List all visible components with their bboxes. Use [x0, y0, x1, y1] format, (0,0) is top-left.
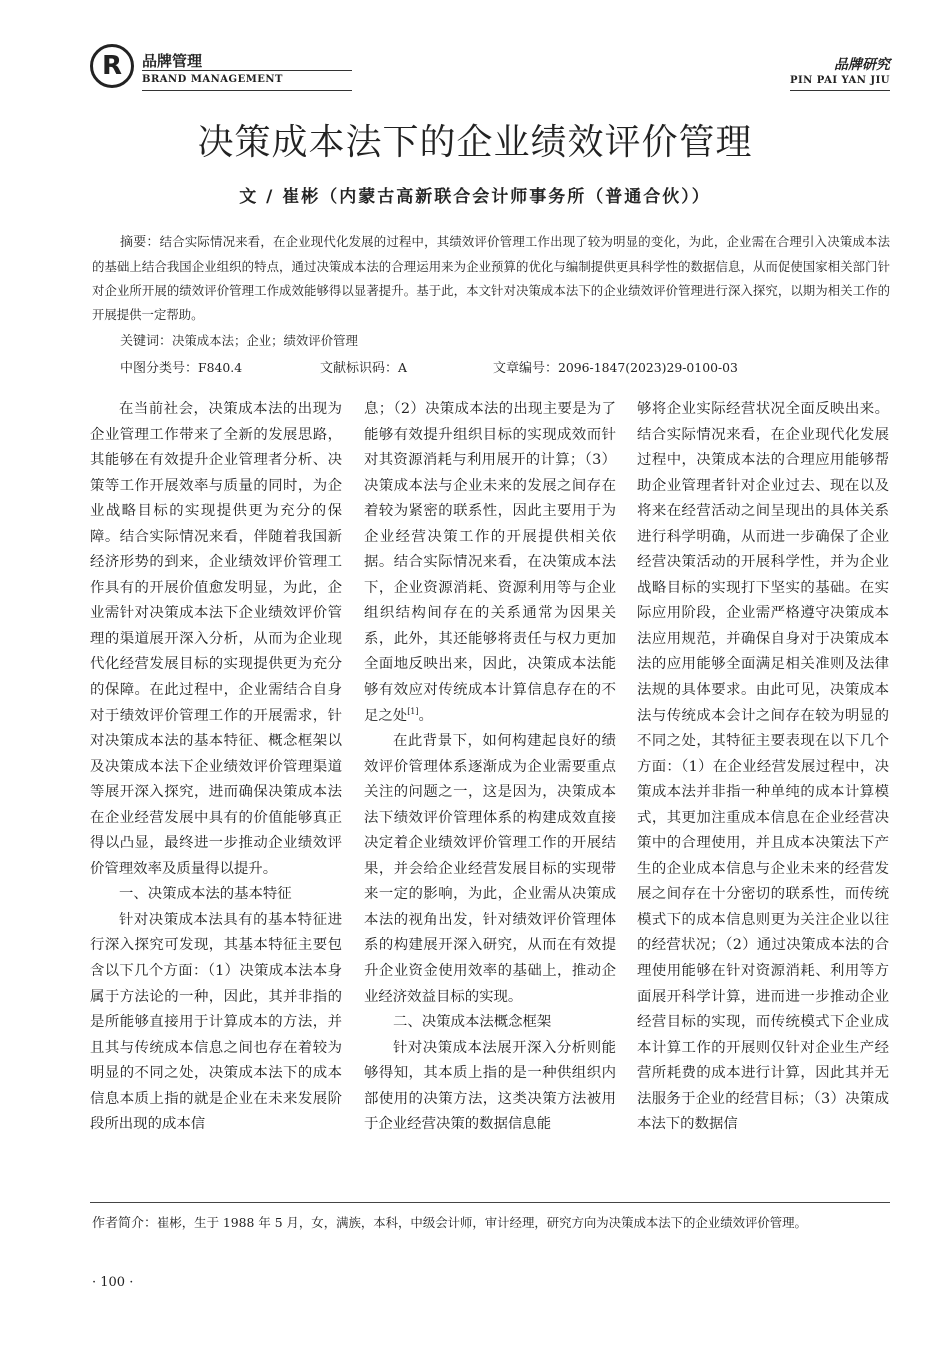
footnote-divider — [90, 1202, 890, 1203]
journal-name: 品牌研究 — [834, 57, 890, 73]
clc-value: F840.4 — [198, 360, 243, 375]
author-note — [92, 1211, 890, 1236]
column-3 — [637, 397, 889, 1138]
divider — [142, 90, 352, 91]
keywords-text: 决策成本法；企业；绩效评价管理 — [172, 333, 358, 348]
author-note-text: 崔彬，生于 1988 年 5 月，女，满族，本科，中级会计师，审计经理，研究方向为决策成本法下的企业绩效评价管理。 — [157, 1215, 807, 1230]
author-byline: 文 / 崔彬（内蒙古高新联合会计师事务所（普通合伙）） — [239, 187, 711, 207]
article-title: 决策成本法下的企业绩效评价管理 — [197, 122, 753, 163]
paragraph — [364, 397, 616, 729]
paragraph: 够将企业实际经营状况全面反映出来。结合实际情况来看，在企业现代化发展过程中，决策成本法的合理应用能够帮助企业管理者针对企业过去、现在以及将来在经营活动之间呈现出的具体关系进行科学明确，从而进一步确保了企业经营决策活动的开展科学性，并为企业战略目标的实现打下坚实的基础。在实际应用阶段，企业需严格遵守决策成本法应用规范，并确保自身对于决策成本法的应用能够全面满足相关准则及法律法规的具体要求。由此可见，决策成本法与传统成本会计之间存在较为明显的不同之处，其特征主要表现在以下几个方面：（1）在企业经营发展过程中，决策成本法并非指一种单纯的成本计算模式，其更加注重成本信息在企业经营决策中的合理使用，并且成本决策法下产生的企业成本信息与企业未来的经营发展之间存在十分密切的联系性，而传统模式下的成本信息则更为关注企业以往的经营状况；（2）通过决策成本法的合理使用能够在针对资源消耗、利用等方面展开科学计算，进而进一步推动企业经营目标的实现，而传统模式下企业成本计算工作的开展则仅针对企业生产经营所耗费的成本进行计算，因此其并无法服务于企业的经营目标；（3）决策成本法下的数据信 — [637, 401, 889, 1133]
article-body — [90, 397, 890, 1197]
citation: [1] — [407, 706, 419, 716]
section-heading: 一、决策成本法的基本特征 — [119, 886, 292, 903]
abstract-label: 摘要： — [120, 235, 160, 250]
paragraph-text: 息；（2）决策成本法的出现主要是为了能够有效提升组织目标的实现成效而针对其资源消耗与利用展开的计算；（3）决策成本法与企业未来的发展之间存在着较为紧密的联系性，因此主要用于为企业经营决策工作的开展提供相关依据。结合实际情况来看，在决策成本法下，企业资源消耗、资源利用等与企业组织结构间存在的关系通常为因果关系，此外，其还能够将责任与权力更加全面地反映出来，因此，决策成本法能够有效应对传统成本计算信息存在的不足之处 — [364, 401, 616, 724]
abstract — [92, 230, 890, 327]
doc-code-label: 文献标识码： — [320, 361, 399, 376]
brand-logo-icon: R — [90, 44, 134, 88]
doc-code-value: A — [398, 360, 407, 375]
section-name: 品牌管理 — [142, 52, 203, 70]
clc-label: 中图分类号： — [120, 361, 199, 376]
paragraph-end: 。 — [418, 707, 433, 724]
paragraph: 在当前社会，决策成本法的出现为企业管理工作带来了全新的发展思路，其能够在有效提升企业管理者分析、决策等工作开展效率与质量的同时，为企业战略目标的实现提供更为充分的保障。结合实际情况来看，伴随着我国新经济形势的到来，企业绩效评价管理工作具有的开展价值愈发明显，为此，企业需针对决策成本法下企业绩效评价管理的渠道展开深入分析，从而为企业现代化经营发展目标的实现提供更为充分的保障。在此过程中，企业需结合自身对于绩效评价管理工作的开展需求，针对决策成本法的基本特征、概念框架以及决策成本法下企业绩效评价管理渠道等展开深入探究，进而确保决策成本法在企业经营发展中具有的价值能够真正得以凸显，最终进一步推动企业绩效评价管理效率及质量得以提升。 — [90, 401, 342, 877]
page-header — [90, 44, 890, 94]
paragraph: 在此背景下，如何构建起良好的绩效评价管理体系逐渐成为企业需要重点关注的问题之一，这是因为，决策成本法下绩效评价管理体系的构建成效直接决定着企业绩效评价管理工作的开展结果，并会给企业经营发展目标的实现带来一定的影响，为此，企业需从决策成本法的视角出发，针对绩效评价管理体系的构建展开深入研究，从而在有效提升企业资金使用效率的基础上，推动企业经济效益目标的实现。 — [364, 733, 616, 1005]
article-no-field — [493, 357, 738, 376]
column-2 — [364, 397, 616, 1138]
section-name-en: BRAND MANAGEMENT — [142, 74, 283, 85]
section-heading: 二、决策成本法概念框架 — [393, 1014, 552, 1031]
page-number: · 100 · — [92, 1275, 134, 1290]
journal-name-en: PIN PAI YAN JIU — [789, 75, 890, 86]
article-no-label: 文章编号： — [493, 361, 559, 376]
divider — [142, 70, 352, 71]
clc-field — [120, 357, 242, 376]
abstract-text: 结合实际情况来看，在企业现代化发展的过程中，其绩效评价管理工作出现了较为明显的变化，为此，企业需在合理引入决策成本法的基础上结合我国企业组织的特点，通过决策成本法的合理运用来为企业预算的优化与编制提供更具科学性的数据信息，从而促使国家相关部门针对企业所开展的绩效评价管理工作成效能够得以显著提升。基于此，本文针对决策成本法下的企业绩效评价管理进行深入探究，以期为相关工作的开展提供一定帮助。 — [92, 234, 890, 322]
paragraph: 针对决策成本法具有的基本特征进行深入探究可发现，其基本特征主要包含以下几个方面：（1）决策成本法本身属于方法论的一种，因此，其并非指的是所能够直接用于计算成本的方法，并且其与传统成本信息之间也存在着较为明显的不同之处，决策成本法下的成本信息本质上指的就是企业在未来发展阶段所出现的成本信 — [90, 911, 342, 1133]
article-no-value: 2096-1847(2023)29-0100-03 — [558, 360, 738, 375]
divider — [790, 90, 890, 91]
paragraph: 针对决策成本法展开深入分析则能够得知，其本质上指的是一种供组织内部使用的决策方法，这类决策方法被用于企业经营决策的数据信息能 — [364, 1039, 616, 1133]
column-1 — [90, 397, 342, 1138]
doc-code-field — [320, 357, 407, 376]
author-note-label: 作者简介： — [92, 1216, 158, 1231]
keywords — [120, 330, 358, 349]
keywords-label: 关键词： — [120, 334, 173, 349]
